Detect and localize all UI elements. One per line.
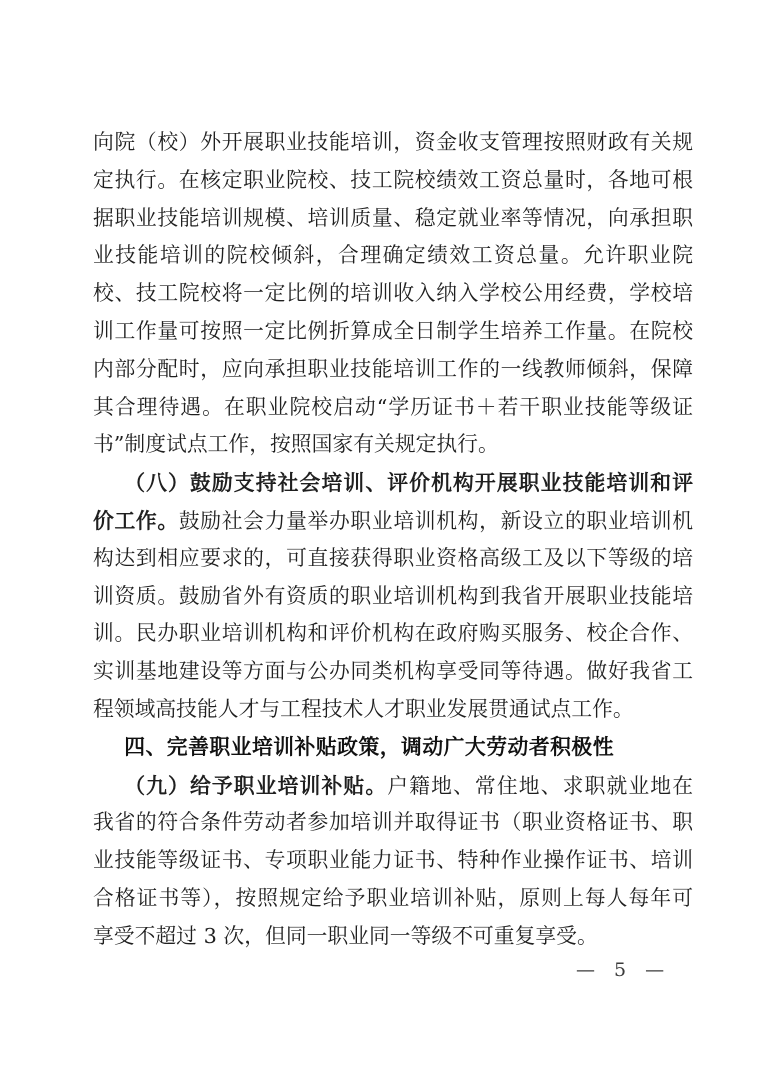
paragraph-continuation-line bbox=[93, 351, 693, 389]
text-segment-body: 实训基地建设等方面与公办同类机构享受同等待遇。做好我省工 bbox=[93, 659, 693, 684]
text-segment-body: 程领域高技能人才与工程技术人才职业发展贯通试点工作。 bbox=[93, 696, 634, 721]
text-segment-body: 定执行。在核定职业院校、技工院校绩效工资总量时，各地可根 bbox=[93, 167, 693, 192]
text-segment-lead: （八）鼓励支持社会培训、评价机构开展职业技能培训和评 bbox=[124, 470, 693, 496]
paragraph-item-9-line bbox=[93, 880, 693, 918]
text-segment-lead: （九）给予职业培训补贴。 bbox=[124, 772, 388, 798]
paragraph-continuation-line bbox=[93, 275, 693, 313]
text-segment-body: 书”制度试点工作，按照国家有关规定执行。 bbox=[93, 432, 499, 457]
text-segment-lead: 价工作。 bbox=[93, 507, 179, 533]
document-body bbox=[93, 124, 693, 956]
text-segment-body: 训工作量可按照一定比例折算成全日制学生培养工作量。在院校 bbox=[93, 318, 693, 343]
text-segment-body: 业技能等级证书、专项职业能力证书、特种作业操作证书、培训 bbox=[93, 848, 693, 873]
paragraph-continuation-line bbox=[93, 313, 693, 351]
text-segment-body: 训资质。鼓励省外有资质的职业培训机构到我省开展职业技能培 bbox=[93, 583, 693, 608]
text-segment-body: 校、技工院校将一定比例的培训收入纳入学校公用经费，学校培 bbox=[93, 281, 693, 306]
text-segment-body: 享受不超过 3 次，但同一职业同一等级不可重复享受。 bbox=[93, 923, 598, 948]
text-segment-body: 户籍地、常住地、求职就业地在 bbox=[387, 773, 693, 798]
paragraph-continuation-line bbox=[93, 124, 693, 162]
paragraph-item-9-line bbox=[93, 918, 693, 956]
paragraph-continuation-line bbox=[93, 237, 693, 275]
text-segment-body: 业技能培训的院校倾斜，合理确定绩效工资总量。允许职业院 bbox=[93, 243, 693, 268]
paragraph-continuation-line bbox=[93, 389, 693, 427]
text-segment-body: 内部分配时，应向承担职业技能培训工作的一线教师倾斜，保障 bbox=[93, 356, 693, 381]
paragraph-item-8-line bbox=[93, 540, 693, 578]
section-heading-line bbox=[93, 729, 693, 767]
paragraph-continuation-line bbox=[93, 426, 693, 464]
page-number: — 5 — bbox=[576, 959, 667, 981]
paragraph-item-8-line bbox=[93, 464, 693, 502]
text-segment-body: 向院（校）外开展职业技能培训，资金收支管理按照财政有关规 bbox=[93, 130, 693, 154]
text-segment-body: 鼓励社会力量举办职业培训机构，新设立的职业培训机 bbox=[178, 508, 693, 533]
paragraph-item-8-line bbox=[93, 691, 693, 729]
paragraph-item-9-line bbox=[93, 804, 693, 842]
paragraph-continuation-line bbox=[93, 200, 693, 238]
text-segment-body: 我省的符合条件劳动者参加培训并取得证书（职业资格证书、职 bbox=[93, 810, 693, 835]
text-segment-body: 据职业技能培训规模、培训质量、稳定就业率等情况，向承担职 bbox=[93, 205, 693, 230]
paragraph-item-8-line bbox=[93, 615, 693, 653]
text-segment-body: 训。民办职业培训机构和评价机构在政府购买服务、校企合作、 bbox=[93, 621, 693, 646]
text-segment-body: 其合理待遇。在职业院校启动“学历证书＋若干职业技能等级证 bbox=[93, 394, 693, 419]
paragraph-item-8-line bbox=[93, 502, 693, 540]
paragraph-continuation-line bbox=[93, 162, 693, 200]
text-segment-heading: 四、完善职业培训补贴政策，调动广大劳动者积极性 bbox=[124, 734, 615, 759]
paragraph-item-8-line bbox=[93, 578, 693, 616]
paragraph-item-8-line bbox=[93, 653, 693, 691]
paragraph-item-9-line bbox=[93, 842, 693, 880]
paragraph-item-9-line bbox=[93, 767, 693, 805]
text-segment-body: 构达到相应要求的，可直接获得职业资格高级工及以下等级的培 bbox=[93, 545, 693, 570]
text-segment-body: 合格证书等），按照规定给予职业培训补贴，原则上每人每年可 bbox=[93, 885, 693, 910]
